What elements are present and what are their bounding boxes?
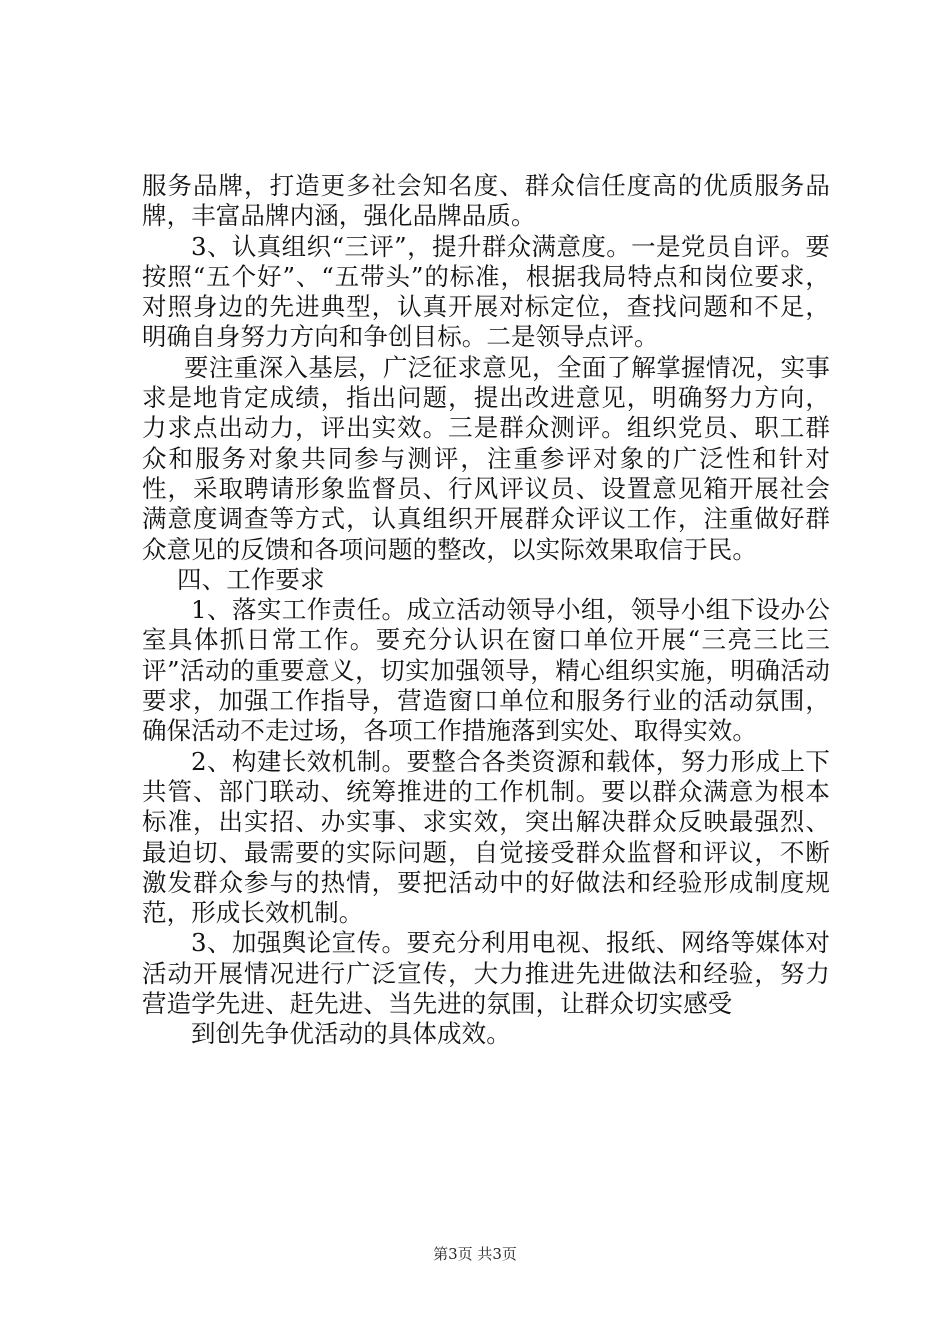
- paragraph-5: 2、构建长效机制。要整合各类资源和载体，努力形成上下共管、部门联动、统筹推进的工作机制。要以群众满意为根本标准，出实招、办实事、求实效，突出解决群众反映最强烈、最迫切、最需要的实际问题，自觉接受群众监督和评议，不断激发群众参与的热情，要把活动中的好做法和经验形成制度规范，形成长效机制。: [142, 746, 830, 928]
- paragraph-4: 1、落实工作责任。成立活动领导小组，领导小组下设办公室具体抓日常工作。要充分认识在窗口单位开展“三亮三比三评”活动的重要意义，切实加强领导，精心组织实施，明确活动要求，加强工作指导，营造窗口单位和服务行业的活动氛围，确保活动不走过场，各项工作措施落到实处、取得实效。: [142, 595, 830, 746]
- paragraph-1: 服务品牌，打造更多社会知名度、群众信任度高的优质服务品牌，丰富品牌内涵，强化品牌品质。: [142, 171, 830, 231]
- section-heading: 四、工作要求: [177, 564, 325, 594]
- paragraph-2: 3、认真组织“三评”，提升群众满意度。一是党员自评。要按照“五个好”、“五带头”的标准，根据我局特点和岗位要求，对照身边的先进典型，认真开展对标定位，查找问题和不足，明确自身努力方向和争创目标。二是领导点评。: [142, 231, 830, 352]
- document-body: [142, 171, 830, 1050]
- paragraph-7: 到创先争优活动的具体成效。: [191, 1019, 511, 1049]
- page-footer: 第3页 共3页: [433, 1245, 517, 1263]
- paragraph-3: 要注重深入基层，广泛征求意见，全面了解掌握情况，实事求是地肯定成绩，指出问题，提出改进意见，明确努力方向，力求点出动力，评出实效。三是群众测评。组织党员、职工群众和服务对象共同参与测评，注重参评对象的广泛性和针对性，采取聘请形象监督员、行风评议员、设置意见箱开展社会满意度调查等方式，认真组织开展群众评议工作，注重做好群众意见的反馈和各项问题的整改，以实际效果取信于民。: [142, 352, 830, 564]
- paragraph-6: 3、加强舆论宣传。要充分利用电视、报纸、网络等媒体对活动开展情况进行广泛宣传，大力推进先进做法和经验，努力营造学先进、赶先进、当先进的氛围，让群众切实感受: [142, 928, 830, 1019]
